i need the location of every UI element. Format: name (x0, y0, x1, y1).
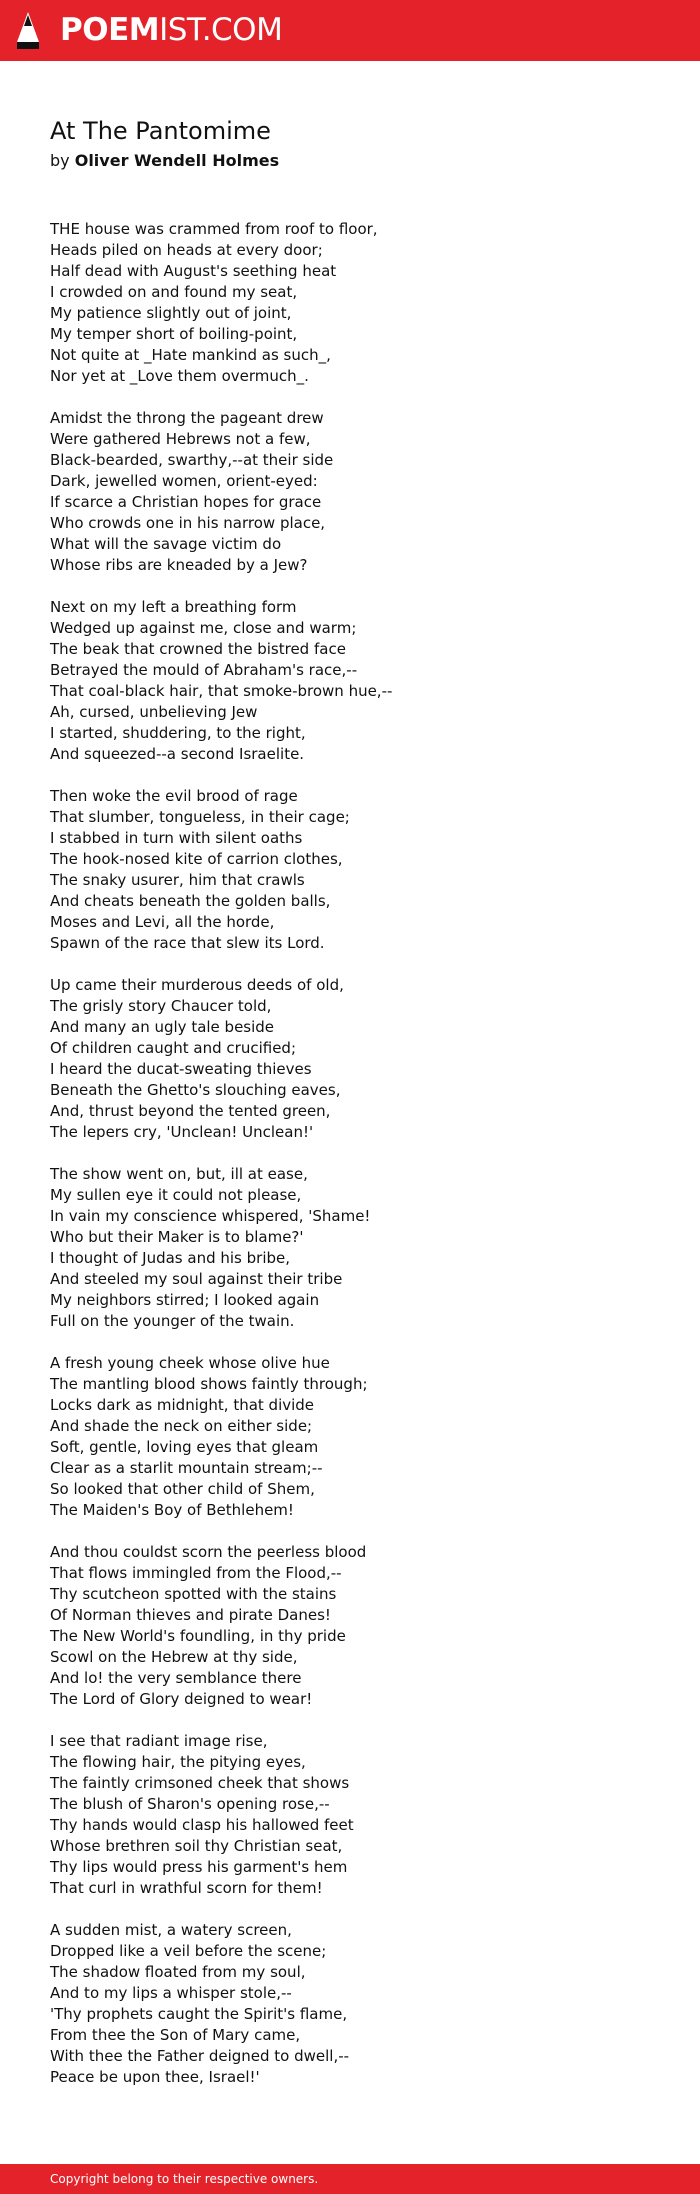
site-footer (0, 2164, 700, 2194)
poem-line: Amidst the throng the pageant drew (50, 409, 324, 427)
poem-line: I started, shuddering, to the right, (50, 724, 306, 742)
poem-line: The faintly crimsoned cheek that shows (50, 1774, 350, 1792)
poem-line: Black-bearded, swarthy,--at their side (50, 451, 334, 469)
poem-line: A sudden mist, a watery screen, (50, 1921, 292, 1939)
poem-line: What will the savage victim do (50, 535, 282, 553)
poem-line: Whose brethren soil thy Christian seat, (50, 1837, 343, 1855)
logo-light-text: IST.COM (159, 12, 283, 48)
poem-line: Locks dark as midnight, that divide (50, 1396, 315, 1414)
author-name: Oliver Wendell Holmes (74, 151, 280, 170)
poem-line: A fresh young cheek whose olive hue (50, 1354, 330, 1372)
poem-line: If scarce a Christian hopes for grace (50, 493, 322, 511)
poem-line: Spawn of the race that slew its Lord. (50, 934, 325, 952)
poem-title: At The Pantomime (50, 117, 271, 145)
poem-line: Half dead with August's seething heat (50, 262, 337, 280)
poem-line: I thought of Judas and his bribe, (50, 1249, 291, 1267)
poem-line: Up came their murderous deeds of old, (50, 976, 344, 994)
poem-line: Thy scutcheon spotted with the stains (50, 1585, 337, 1603)
poem-line: Nor yet at _Love them overmuch_. (50, 367, 309, 385)
poem-line: Peace be upon thee, Israel!' (50, 2068, 260, 2086)
stanza (50, 1920, 650, 2088)
poem-line: That flows immingled from the Flood,-- (50, 1564, 342, 1582)
pen-nib-icon (16, 12, 40, 50)
poem-line: The beak that crowned the bistred face (50, 640, 346, 658)
poem-line: The mantling blood shows faintly through; (50, 1375, 368, 1393)
poem-line: Beneath the Ghetto's slouching eaves, (50, 1081, 341, 1099)
poem-line: And thou couldst scorn the peerless blood (50, 1543, 367, 1561)
poem-line: And cheats beneath the golden balls, (50, 892, 331, 910)
stanza (50, 975, 650, 1143)
stanza (50, 597, 650, 765)
poem-line: That coal-black hair, that smoke-brown hue,-- (50, 682, 393, 700)
poem-line: The Maiden's Boy of Bethlehem! (50, 1501, 294, 1519)
poem-line: Full on the younger of the twain. (50, 1312, 295, 1330)
poem-line: Moses and Levi, all the horde, (50, 913, 275, 931)
poem-line: Dark, jewelled women, orient-eyed: (50, 472, 318, 490)
poem-line: 'Thy prophets caught the Spirit's flame, (50, 2005, 348, 2023)
stanza (50, 786, 650, 954)
poem-line: THE house was crammed from roof to floor, (50, 220, 378, 238)
poem-line: Thy lips would press his garment's hem (50, 1858, 348, 1876)
logo-bold-text: POEM (60, 12, 160, 48)
poem-line: Were gathered Hebrews not a few, (50, 430, 311, 448)
stanza (50, 1353, 650, 1521)
poem-line: I heard the ducat-sweating thieves (50, 1060, 312, 1078)
poem-line: The flowing hair, the pitying eyes, (50, 1753, 306, 1771)
poem-line: And steeled my soul against their tribe (50, 1270, 343, 1288)
poem-line: Whose ribs are kneaded by a Jew? (50, 556, 308, 574)
poem-line: The snaky usurer, him that crawls (50, 871, 305, 889)
stanza (50, 1542, 650, 1710)
poem-line: Heads piled on heads at every door; (50, 241, 323, 259)
poem-line: From thee the Son of Mary came, (50, 2026, 301, 2044)
poem-body (50, 219, 650, 2109)
poem-line: Ah, cursed, unbelieving Jew (50, 703, 258, 721)
poem-line: With thee the Father deigned to dwell,-- (50, 2047, 350, 2065)
poem-line: Scowl on the Hebrew at thy side, (50, 1648, 298, 1666)
poem-line: Next on my left a breathing form (50, 598, 297, 616)
poem-line: That curl in wrathful scorn for them! (50, 1879, 323, 1897)
poem-line: And shade the neck on either side; (50, 1417, 313, 1435)
poem-line: The blush of Sharon's opening rose,-- (50, 1795, 330, 1813)
stanza (50, 1731, 650, 1899)
by-label: by (50, 151, 70, 170)
poem-line: My temper short of boiling-point, (50, 325, 298, 343)
poem-line: Wedged up against me, close and warm; (50, 619, 357, 637)
poem-line: I crowded on and found my seat, (50, 283, 298, 301)
poem-line: And, thrust beyond the tented green, (50, 1102, 331, 1120)
poem-line: Who but their Maker is to blame?' (50, 1228, 304, 1246)
poem-line: Soft, gentle, loving eyes that gleam (50, 1438, 319, 1456)
poem-line: So looked that other child of Shem, (50, 1480, 315, 1498)
poem-line: Betrayed the mould of Abraham's race,-- (50, 661, 358, 679)
poem-line: My sullen eye it could not please, (50, 1186, 302, 1204)
poem-line: The grisly story Chaucer told, (50, 997, 272, 1015)
site-logo[interactable] (60, 10, 282, 50)
poem-line: And squeezed--a second Israelite. (50, 745, 305, 763)
poem-line: Thy hands would clasp his hallowed feet (50, 1816, 354, 1834)
poem-line: Of Norman thieves and pirate Danes! (50, 1606, 331, 1624)
poem-line: Dropped like a veil before the scene; (50, 1942, 327, 1960)
poem-line: The lepers cry, 'Unclean! Unclean!' (50, 1123, 314, 1141)
poem-line: And to my lips a whisper stole,-- (50, 1984, 292, 2002)
poem-line: That slumber, tongueless, in their cage; (50, 808, 350, 826)
site-header (0, 0, 700, 61)
poem-line: The show went on, but, ill at ease, (50, 1165, 308, 1183)
poem-line: The New World's foundling, in thy pride (50, 1627, 346, 1645)
byline (50, 150, 650, 172)
poem-line: My patience slightly out of joint, (50, 304, 292, 322)
poem-line: In vain my conscience whispered, 'Shame! (50, 1207, 371, 1225)
poem-line: My neighbors stirred; I looked again (50, 1291, 320, 1309)
poem-line: And many an ugly tale beside (50, 1018, 275, 1036)
poem-line: Not quite at _Hate mankind as such_, (50, 346, 331, 364)
poem-line: The shadow floated from my soul, (50, 1963, 306, 1981)
stanza (50, 219, 650, 387)
copyright-notice: Copyright belong to their respective owners. (50, 2172, 319, 2186)
poem-line: The Lord of Glory deigned to wear! (50, 1690, 313, 1708)
poem-line: The hook-nosed kite of carrion clothes, (50, 850, 343, 868)
poem-line: Clear as a starlit mountain stream;-- (50, 1459, 323, 1477)
poem-heading (50, 114, 650, 172)
poem-line: I see that radiant image rise, (50, 1732, 268, 1750)
stanza (50, 408, 650, 576)
poem-line: And lo! the very semblance there (50, 1669, 302, 1687)
poem-line: Who crowds one in his narrow place, (50, 514, 326, 532)
stanza (50, 1164, 650, 1332)
poem-line: I stabbed in turn with silent oaths (50, 829, 303, 847)
poem-line: Then woke the evil brood of rage (50, 787, 298, 805)
poem-line: Of children caught and crucified; (50, 1039, 297, 1057)
